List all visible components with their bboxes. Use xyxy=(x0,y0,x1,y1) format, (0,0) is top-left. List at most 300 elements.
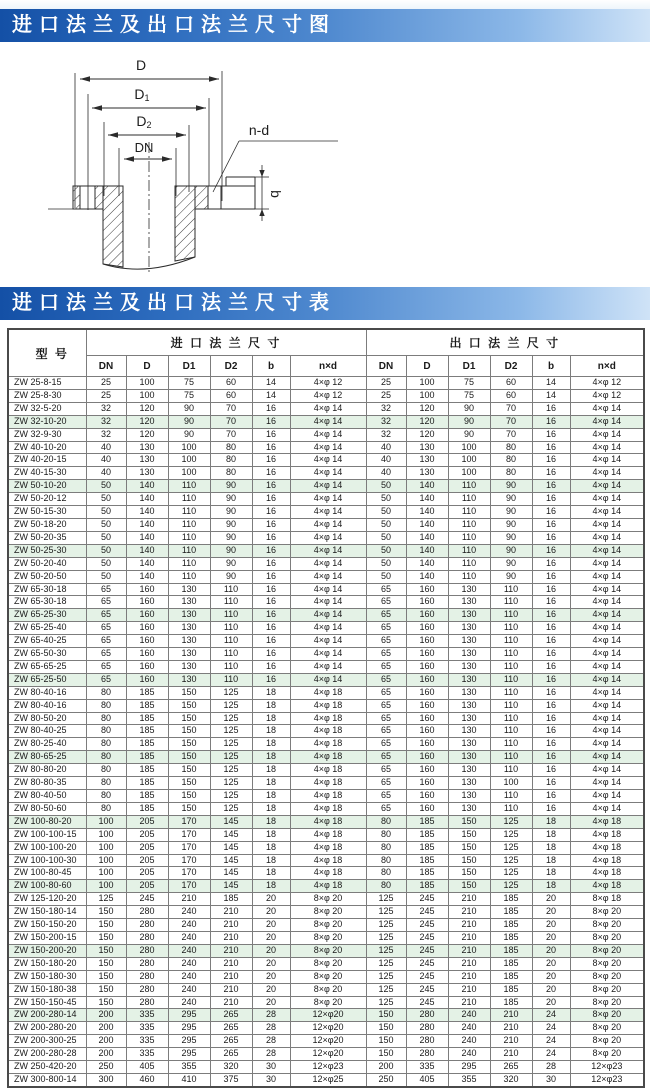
table-row xyxy=(8,828,644,841)
value-cell: 16 xyxy=(532,751,570,764)
value-cell: 130 xyxy=(406,441,448,454)
value-cell: 200 xyxy=(86,1009,126,1022)
value-cell: 4×φ 14 xyxy=(570,648,644,661)
value-cell: 245 xyxy=(406,944,448,957)
header-inlet-group: 进 口 法 兰 尺 寸 xyxy=(86,329,366,356)
value-cell: 130 xyxy=(448,802,490,815)
value-cell: 80 xyxy=(86,712,126,725)
table-row xyxy=(8,531,644,544)
model-cell: ZW 25-8-15 xyxy=(8,377,86,390)
value-cell: 90 xyxy=(210,506,252,519)
value-cell: 16 xyxy=(532,518,570,531)
value-cell: 20 xyxy=(252,906,290,919)
value-cell: 160 xyxy=(406,777,448,790)
model-cell: ZW 50-20-35 xyxy=(8,531,86,544)
value-cell: 145 xyxy=(210,854,252,867)
model-cell: ZW 65-50-30 xyxy=(8,648,86,661)
value-cell: 16 xyxy=(532,415,570,428)
value-cell: 4×φ 14 xyxy=(570,609,644,622)
value-cell: 4×φ 18 xyxy=(290,699,366,712)
value-cell: 110 xyxy=(490,751,532,764)
model-cell: ZW 32-5-20 xyxy=(8,402,86,415)
value-cell: 160 xyxy=(406,622,448,635)
value-cell: 90 xyxy=(490,557,532,570)
value-cell: 160 xyxy=(406,751,448,764)
value-cell: 16 xyxy=(252,622,290,635)
table-row xyxy=(8,880,644,893)
value-cell: 18 xyxy=(252,712,290,725)
value-cell: 110 xyxy=(490,699,532,712)
value-cell: 16 xyxy=(532,441,570,454)
value-cell: 110 xyxy=(490,790,532,803)
value-cell: 125 xyxy=(366,906,406,919)
value-cell: 280 xyxy=(406,1048,448,1061)
value-cell: 50 xyxy=(366,506,406,519)
value-cell: 210 xyxy=(210,970,252,983)
value-cell: 20 xyxy=(532,906,570,919)
model-cell: ZW 50-20-40 xyxy=(8,557,86,570)
value-cell: 28 xyxy=(252,1022,290,1035)
value-cell: 4×φ 14 xyxy=(570,506,644,519)
value-cell: 80 xyxy=(366,854,406,867)
value-cell: 90 xyxy=(168,428,210,441)
value-cell: 150 xyxy=(86,970,126,983)
dimension-b xyxy=(255,165,284,221)
value-cell: 16 xyxy=(532,480,570,493)
value-cell: 16 xyxy=(252,544,290,557)
value-cell: 12×φ20 xyxy=(290,1022,366,1035)
value-cell: 100 xyxy=(168,467,210,480)
value-cell: 120 xyxy=(406,428,448,441)
value-cell: 80 xyxy=(86,751,126,764)
value-cell: 4×φ 18 xyxy=(290,751,366,764)
value-cell: 60 xyxy=(490,377,532,390)
value-cell: 125 xyxy=(366,957,406,970)
value-cell: 295 xyxy=(448,1061,490,1074)
value-cell: 150 xyxy=(366,1035,406,1048)
value-cell: 18 xyxy=(532,828,570,841)
value-cell: 18 xyxy=(252,815,290,828)
value-cell: 150 xyxy=(366,1048,406,1061)
label-D2: D2 xyxy=(136,113,152,130)
value-cell: 145 xyxy=(210,880,252,893)
value-cell: 125 xyxy=(490,815,532,828)
table-row xyxy=(8,764,644,777)
table-row xyxy=(8,583,644,596)
value-cell: 90 xyxy=(490,544,532,557)
value-cell: 140 xyxy=(406,557,448,570)
table-row xyxy=(8,480,644,493)
value-cell: 4×φ 18 xyxy=(290,725,366,738)
value-cell: 18 xyxy=(252,828,290,841)
table-row xyxy=(8,493,644,506)
model-cell: ZW 80-80-35 xyxy=(8,777,86,790)
value-cell: 100 xyxy=(126,389,168,402)
value-cell: 65 xyxy=(366,660,406,673)
value-cell: 130 xyxy=(448,596,490,609)
value-cell: 75 xyxy=(448,389,490,402)
value-cell: 16 xyxy=(532,712,570,725)
value-cell: 120 xyxy=(126,415,168,428)
value-cell: 16 xyxy=(252,480,290,493)
value-cell: 335 xyxy=(126,1048,168,1061)
model-cell: ZW 200-280-14 xyxy=(8,1009,86,1022)
table-row xyxy=(8,428,644,441)
value-cell: 120 xyxy=(406,415,448,428)
value-cell: 65 xyxy=(366,635,406,648)
value-cell: 210 xyxy=(210,996,252,1009)
table-row xyxy=(8,944,644,957)
value-cell: 240 xyxy=(448,1022,490,1035)
value-cell: 140 xyxy=(406,518,448,531)
value-cell: 130 xyxy=(448,583,490,596)
value-cell: 32 xyxy=(366,428,406,441)
value-cell: 245 xyxy=(406,996,448,1009)
value-cell: 16 xyxy=(252,557,290,570)
value-cell: 18 xyxy=(252,738,290,751)
model-cell: ZW 65-30-18 xyxy=(8,583,86,596)
value-cell: 40 xyxy=(86,467,126,480)
value-cell: 4×φ 18 xyxy=(290,880,366,893)
value-cell: 110 xyxy=(490,583,532,596)
value-cell: 40 xyxy=(86,441,126,454)
value-cell: 32 xyxy=(366,415,406,428)
value-cell: 4×φ 14 xyxy=(570,415,644,428)
value-cell: 4×φ 14 xyxy=(570,544,644,557)
value-cell: 4×φ 12 xyxy=(290,389,366,402)
value-cell: 12×φ23 xyxy=(570,1061,644,1074)
value-cell: 80 xyxy=(86,738,126,751)
table-row xyxy=(8,790,644,803)
value-cell: 110 xyxy=(210,609,252,622)
value-cell: 4×φ 14 xyxy=(290,596,366,609)
model-cell: ZW 40-10-20 xyxy=(8,441,86,454)
table-row xyxy=(8,777,644,790)
value-cell: 65 xyxy=(366,712,406,725)
label-D: D xyxy=(135,57,147,73)
value-cell: 4×φ 14 xyxy=(570,557,644,570)
value-cell: 28 xyxy=(252,1048,290,1061)
table-body xyxy=(8,377,644,1087)
value-cell: 245 xyxy=(406,957,448,970)
value-cell: 65 xyxy=(366,764,406,777)
value-cell: 125 xyxy=(210,699,252,712)
model-cell: ZW 150-150-20 xyxy=(8,919,86,932)
value-cell: 150 xyxy=(168,777,210,790)
value-cell: 50 xyxy=(86,570,126,583)
section-title-table-text: 进口法兰及出口法兰尺寸表 xyxy=(12,292,336,314)
value-cell: 16 xyxy=(532,557,570,570)
value-cell: 125 xyxy=(490,867,532,880)
value-cell: 20 xyxy=(532,931,570,944)
value-cell: 110 xyxy=(210,596,252,609)
value-cell: 125 xyxy=(490,880,532,893)
value-cell: 160 xyxy=(406,712,448,725)
value-cell: 4×φ 14 xyxy=(290,506,366,519)
value-cell: 110 xyxy=(490,596,532,609)
value-cell: 18 xyxy=(532,815,570,828)
value-cell: 8×φ 18 xyxy=(570,893,644,906)
header-model: 型 号 xyxy=(8,329,86,377)
table-row xyxy=(8,841,644,854)
value-cell: 20 xyxy=(252,944,290,957)
value-cell: 110 xyxy=(490,673,532,686)
value-cell: 160 xyxy=(406,609,448,622)
value-cell: 90 xyxy=(448,415,490,428)
value-cell: 65 xyxy=(366,790,406,803)
dimension-DN xyxy=(119,140,176,196)
value-cell: 30 xyxy=(252,1061,290,1074)
value-cell: 4×φ 14 xyxy=(290,454,366,467)
value-cell: 90 xyxy=(490,480,532,493)
value-cell: 210 xyxy=(210,931,252,944)
value-cell: 125 xyxy=(210,712,252,725)
value-cell: 210 xyxy=(448,983,490,996)
value-cell: 150 xyxy=(168,686,210,699)
callout-n-d xyxy=(213,122,338,192)
value-cell: 130 xyxy=(126,441,168,454)
value-cell: 240 xyxy=(168,944,210,957)
value-cell: 4×φ 18 xyxy=(290,867,366,880)
value-cell: 4×φ 18 xyxy=(290,777,366,790)
value-cell: 130 xyxy=(448,764,490,777)
value-cell: 200 xyxy=(86,1048,126,1061)
value-cell: 110 xyxy=(490,660,532,673)
value-cell: 4×φ 14 xyxy=(290,493,366,506)
value-cell: 125 xyxy=(210,686,252,699)
model-cell: ZW 80-40-50 xyxy=(8,790,86,803)
value-cell: 185 xyxy=(490,931,532,944)
value-cell: 100 xyxy=(168,454,210,467)
value-cell: 4×φ 14 xyxy=(570,686,644,699)
model-cell: ZW 150-200-20 xyxy=(8,944,86,957)
value-cell: 295 xyxy=(168,1035,210,1048)
value-cell: 100 xyxy=(86,867,126,880)
value-cell: 110 xyxy=(490,609,532,622)
value-cell: 4×φ 14 xyxy=(570,428,644,441)
value-cell: 18 xyxy=(252,841,290,854)
value-cell: 145 xyxy=(210,867,252,880)
value-cell: 60 xyxy=(490,389,532,402)
value-cell: 100 xyxy=(86,854,126,867)
value-cell: 8×φ 20 xyxy=(570,1022,644,1035)
value-cell: 20 xyxy=(532,944,570,957)
value-cell: 130 xyxy=(168,609,210,622)
table-row xyxy=(8,738,644,751)
value-cell: 16 xyxy=(252,454,290,467)
table-row xyxy=(8,906,644,919)
value-cell: 140 xyxy=(126,544,168,557)
value-cell: 130 xyxy=(448,622,490,635)
value-cell: 80 xyxy=(86,725,126,738)
value-cell: 335 xyxy=(406,1061,448,1074)
header-outlet-group: 出 口 法 兰 尺 寸 xyxy=(366,329,644,356)
value-cell: 16 xyxy=(532,725,570,738)
value-cell: 16 xyxy=(532,635,570,648)
value-cell: 110 xyxy=(448,557,490,570)
value-cell: 210 xyxy=(210,957,252,970)
value-cell: 200 xyxy=(366,1061,406,1074)
value-cell: 8×φ 20 xyxy=(570,957,644,970)
table-row xyxy=(8,609,644,622)
value-cell: 210 xyxy=(448,970,490,983)
value-cell: 90 xyxy=(210,570,252,583)
value-cell: 250 xyxy=(366,1073,406,1086)
value-cell: 8×φ 20 xyxy=(290,919,366,932)
value-cell: 240 xyxy=(168,906,210,919)
value-cell: 32 xyxy=(86,428,126,441)
value-cell: 50 xyxy=(366,570,406,583)
value-cell: 60 xyxy=(210,389,252,402)
value-cell: 205 xyxy=(126,841,168,854)
value-cell: 65 xyxy=(366,699,406,712)
value-cell: 16 xyxy=(252,506,290,519)
table-row xyxy=(8,415,644,428)
value-cell: 110 xyxy=(490,686,532,699)
value-cell: 245 xyxy=(406,970,448,983)
value-cell: 125 xyxy=(490,828,532,841)
value-cell: 110 xyxy=(210,583,252,596)
value-cell: 65 xyxy=(366,583,406,596)
value-cell: 110 xyxy=(490,622,532,635)
value-cell: 8×φ 20 xyxy=(290,983,366,996)
value-cell: 130 xyxy=(448,751,490,764)
model-cell: ZW 150-200-15 xyxy=(8,931,86,944)
value-cell: 185 xyxy=(490,919,532,932)
value-cell: 80 xyxy=(210,441,252,454)
value-cell: 4×φ 14 xyxy=(290,660,366,673)
value-cell: 120 xyxy=(406,402,448,415)
value-cell: 160 xyxy=(406,802,448,815)
value-cell: 4×φ 14 xyxy=(290,428,366,441)
model-cell: ZW 40-15-30 xyxy=(8,467,86,480)
value-cell: 335 xyxy=(126,1009,168,1022)
value-cell: 130 xyxy=(448,777,490,790)
value-cell: 100 xyxy=(126,377,168,390)
value-cell: 140 xyxy=(406,570,448,583)
value-cell: 140 xyxy=(406,506,448,519)
value-cell: 210 xyxy=(168,893,210,906)
value-cell: 140 xyxy=(126,506,168,519)
value-cell: 170 xyxy=(168,828,210,841)
table-row xyxy=(8,389,644,402)
value-cell: 4×φ 14 xyxy=(290,531,366,544)
value-cell: 18 xyxy=(532,841,570,854)
model-cell: ZW 25-8-30 xyxy=(8,389,86,402)
value-cell: 200 xyxy=(86,1035,126,1048)
table-row xyxy=(8,557,644,570)
table-row xyxy=(8,996,644,1009)
value-cell: 160 xyxy=(126,635,168,648)
model-cell: ZW 65-25-50 xyxy=(8,673,86,686)
value-cell: 200 xyxy=(86,1022,126,1035)
value-cell: 240 xyxy=(168,919,210,932)
value-cell: 125 xyxy=(490,854,532,867)
value-cell: 140 xyxy=(406,480,448,493)
value-cell: 100 xyxy=(406,377,448,390)
value-cell: 185 xyxy=(490,893,532,906)
value-cell: 130 xyxy=(448,673,490,686)
value-cell: 100 xyxy=(86,841,126,854)
value-cell: 185 xyxy=(126,777,168,790)
value-cell: 185 xyxy=(126,751,168,764)
value-cell: 16 xyxy=(532,738,570,751)
value-cell: 25 xyxy=(86,377,126,390)
value-cell: 125 xyxy=(86,893,126,906)
value-cell: 240 xyxy=(448,1009,490,1022)
value-cell: 16 xyxy=(532,764,570,777)
value-cell: 125 xyxy=(210,802,252,815)
value-cell: 110 xyxy=(490,802,532,815)
value-cell: 110 xyxy=(490,725,532,738)
value-cell: 295 xyxy=(168,1022,210,1035)
value-cell: 130 xyxy=(126,467,168,480)
value-cell: 130 xyxy=(448,648,490,661)
value-cell: 110 xyxy=(490,648,532,661)
value-cell: 125 xyxy=(366,919,406,932)
value-cell: 405 xyxy=(126,1061,168,1074)
value-cell: 65 xyxy=(86,673,126,686)
value-cell: 8×φ 20 xyxy=(570,983,644,996)
value-cell: 140 xyxy=(406,544,448,557)
value-cell: 8×φ 20 xyxy=(290,944,366,957)
value-cell: 16 xyxy=(252,402,290,415)
value-cell: 110 xyxy=(448,570,490,583)
value-cell: 16 xyxy=(252,660,290,673)
value-cell: 60 xyxy=(210,377,252,390)
value-cell: 125 xyxy=(366,996,406,1009)
value-cell: 210 xyxy=(490,1035,532,1048)
value-cell: 110 xyxy=(448,506,490,519)
value-cell: 185 xyxy=(406,815,448,828)
table-row xyxy=(8,983,644,996)
value-cell: 280 xyxy=(126,906,168,919)
value-cell: 4×φ 14 xyxy=(570,402,644,415)
value-cell: 90 xyxy=(168,415,210,428)
value-cell: 75 xyxy=(448,377,490,390)
value-cell: 90 xyxy=(490,493,532,506)
value-cell: 100 xyxy=(406,389,448,402)
value-cell: 130 xyxy=(406,467,448,480)
value-cell: 65 xyxy=(366,738,406,751)
value-cell: 130 xyxy=(168,622,210,635)
value-cell: 4×φ 14 xyxy=(570,751,644,764)
value-cell: 80 xyxy=(86,790,126,803)
model-cell: ZW 100-100-30 xyxy=(8,854,86,867)
model-cell: ZW 65-40-25 xyxy=(8,635,86,648)
value-cell: 110 xyxy=(210,673,252,686)
value-cell: 150 xyxy=(86,931,126,944)
value-cell: 130 xyxy=(448,686,490,699)
header-outlet-d: D xyxy=(406,356,448,377)
value-cell: 80 xyxy=(490,454,532,467)
value-cell: 28 xyxy=(532,1061,570,1074)
value-cell: 240 xyxy=(168,931,210,944)
value-cell: 130 xyxy=(168,660,210,673)
value-cell: 240 xyxy=(168,983,210,996)
value-cell: 16 xyxy=(532,402,570,415)
model-cell: ZW 150-180-38 xyxy=(8,983,86,996)
value-cell: 240 xyxy=(168,957,210,970)
table-row xyxy=(8,893,644,906)
value-cell: 185 xyxy=(490,944,532,957)
value-cell: 240 xyxy=(168,970,210,983)
model-cell: ZW 50-20-50 xyxy=(8,570,86,583)
value-cell: 70 xyxy=(210,415,252,428)
value-cell: 18 xyxy=(252,880,290,893)
value-cell: 125 xyxy=(366,970,406,983)
value-cell: 65 xyxy=(86,596,126,609)
